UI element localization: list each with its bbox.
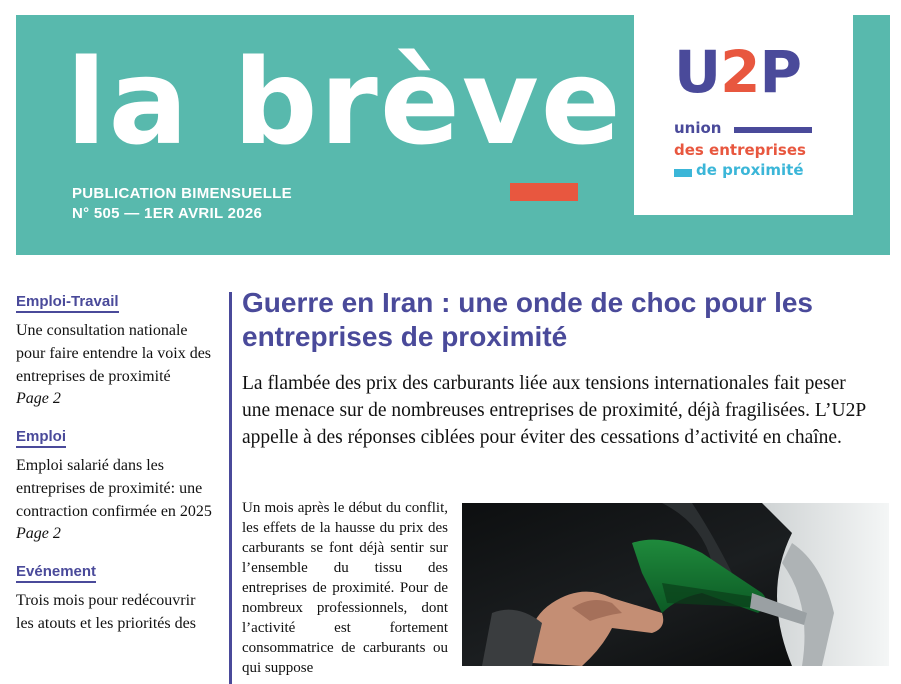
title-accent-bar bbox=[510, 183, 578, 201]
newsletter-title: la brève bbox=[66, 33, 623, 171]
logo-cyan-bar bbox=[674, 169, 692, 177]
table-of-contents bbox=[16, 293, 216, 653]
logo-blue-bar bbox=[734, 127, 812, 133]
toc-category: Emploi-Travail bbox=[16, 293, 119, 313]
issue-number-date: N° 505 — 1ER AVRIL 2026 bbox=[72, 205, 263, 222]
toc-item[interactable] bbox=[16, 293, 216, 410]
toc-teaser: Trois mois pour redécouvrir les atouts et les priorités des bbox=[16, 592, 196, 632]
toc-item[interactable] bbox=[16, 563, 216, 635]
toc-page-ref: Page 2 bbox=[16, 525, 61, 542]
publication-frequency: PUBLICATION BIMENSUELLE bbox=[72, 185, 292, 202]
fuel-pump-nozzle-photo bbox=[462, 503, 889, 666]
toc-item[interactable] bbox=[16, 428, 216, 545]
article-headline: Guerre en Iran : une onde de choc pour les entreprises de proximité bbox=[242, 287, 814, 352]
toc-page-ref: Page 2 bbox=[16, 390, 61, 407]
toc-teaser: Emploi salarié dans les entreprises de proximité: une contraction confirmée en 2025 bbox=[16, 457, 212, 520]
toc-category: Evénement bbox=[16, 563, 96, 583]
article-lead: La flambée des prix des carburants liée aux tensions internationales fait peser une menace sur de nombreuses entreprises de proximité, déjà fragilisées. L’U2P appelle à des réponses ciblées pour éviter des cessations d’activité en chaîne. bbox=[242, 373, 866, 448]
column-divider bbox=[229, 292, 232, 684]
u2p-logo[interactable] bbox=[634, 15, 853, 215]
toc-category: Emploi bbox=[16, 428, 66, 448]
article-body: Un mois après le début du conflit, les effets de la hausse du prix des carburants se font déjà sentir sur l’ensemble du tissu des entreprises de proximité. Pour de nombreux professionnels, dont l’activité est fortement consommatrice de carburants ou qui suppose bbox=[242, 500, 448, 676]
toc-teaser: Une consultation nationale pour faire entendre la voix des entreprises de proximité bbox=[16, 322, 212, 385]
logo-entreprises-text: des entreprises bbox=[674, 141, 806, 159]
logo-union-text: union bbox=[674, 119, 722, 137]
logo-proximite-text: de proximité bbox=[696, 161, 804, 179]
u2p-wordmark: U2P bbox=[674, 38, 801, 106]
